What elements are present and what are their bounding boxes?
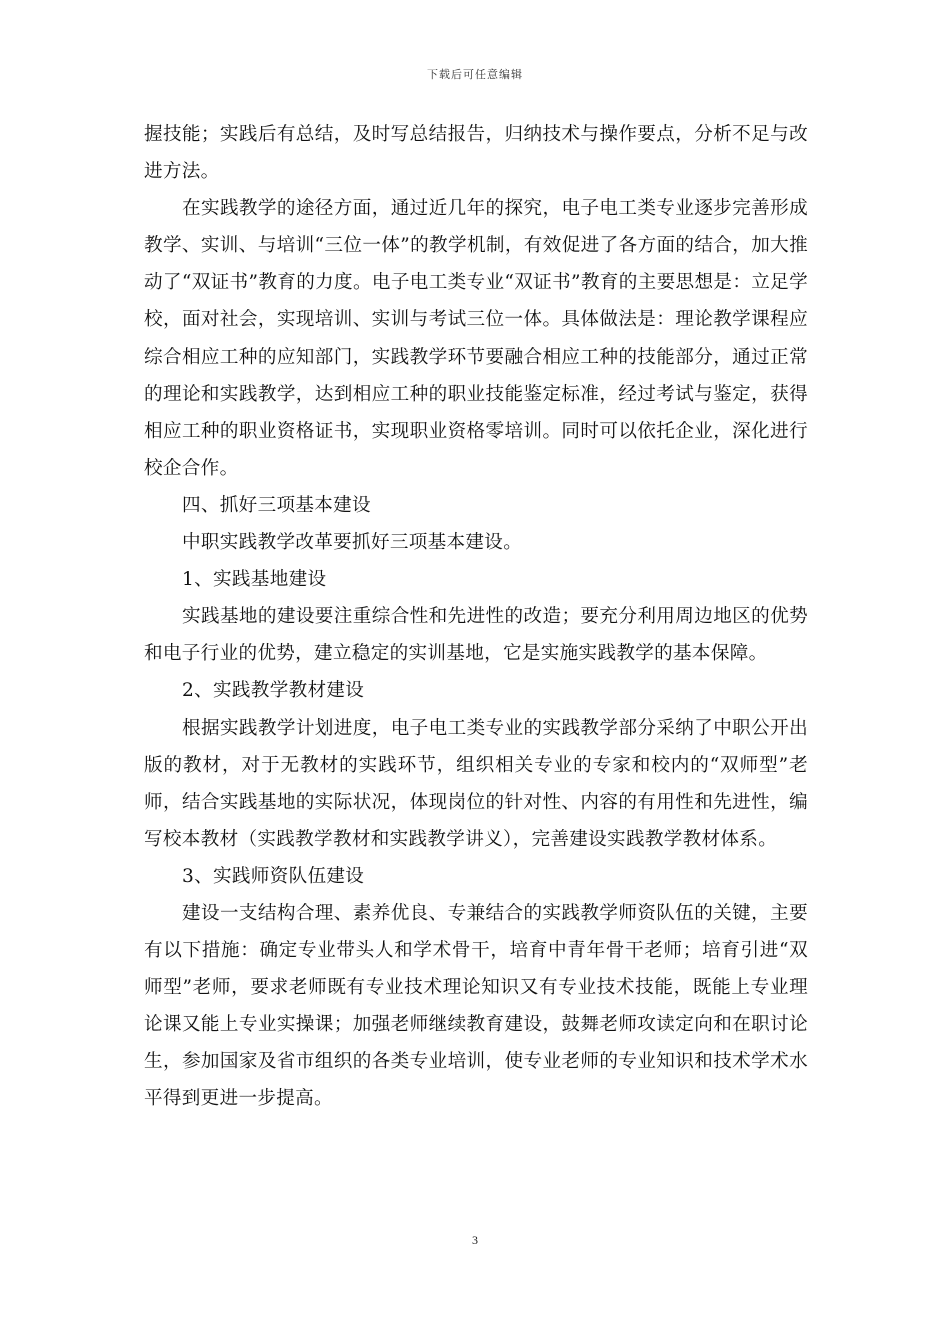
paragraph-continuation: 握技能；实践后有总结，及时写总结报告，归纳技术与操作要点，分析不足与改进方法。	[144, 124, 808, 183]
paragraph-faculty: 建设一支结构合理、素养优良、专兼结合的实践教学师资队伍的关键，主要有以下措施：确定专业带头人和学术骨干，培育中青年骨干老师；培育引进“双师型”老师，要求老师既有专业技术理论知识又有专业技术技能，既能上专业理论课又能上专业实操课；加强老师继续教育建设，鼓舞老师攻读定向和在职讨论生，参加国家及省市组织的各类专业培训，使专业老师的专业知识和技术学术水平得到更进一步提高。	[144, 902, 808, 1110]
paragraph-base: 实践基地的建设要注重综合性和先进性的改造；要充分利用周边地区的优势和电子行业的优势，建立稳定的实训基地，它是实施实践教学的基本保障。	[144, 606, 808, 665]
document-body	[144, 116, 808, 1118]
subheading-faculty: 3、实践师资队伍建设	[182, 865, 365, 887]
page-header: 下载后可任意编辑	[427, 68, 523, 81]
subheading-materials: 2、实践教学教材建设	[182, 680, 365, 702]
page-number: 3	[472, 1233, 478, 1247]
paragraph-practice-pathway: 在实践教学的途径方面，通过近几年的探究，电子电工类专业逐步完善形成教学、实训、与培训“三位一体”的教学机制，有效促进了各方面的结合，加大推动了“双证书”教育的力度。电子电工类专业“双证书”教育的主要思想是：立足学校，面对社会，实现培训、实训与考试三位一体。具体做法是：理论教学课程应综合相应工种的应知部门，实践教学环节要融合相应工种的技能部分，通过正常的理论和实践教学，达到相应工种的职业技能鉴定标准，经过考试与鉴定，获得相应工种的职业资格证书，实现职业资格零培训。同时可以依托企业，深化进行校企合作。	[144, 198, 808, 479]
subheading-base: 1、实践基地建设	[182, 569, 327, 591]
paragraph-materials: 根据实践教学计划进度，电子电工类专业的实践教学部分采纳了中职公开出版的教材，对于无教材的实践环节，组织相关专业的专家和校内的“双师型”老师，结合实践基地的实际状况，体现岗位的针对性、内容的有用性和先进性，编写校本教材（实践教学教材和实践教学讲义），完善建设实践教学教材体系。	[144, 717, 808, 850]
section-heading-four: 四、抓好三项基本建设	[182, 494, 371, 516]
paragraph-intro: 中职实践教学改革要抓好三项基本建设。	[182, 532, 523, 554]
